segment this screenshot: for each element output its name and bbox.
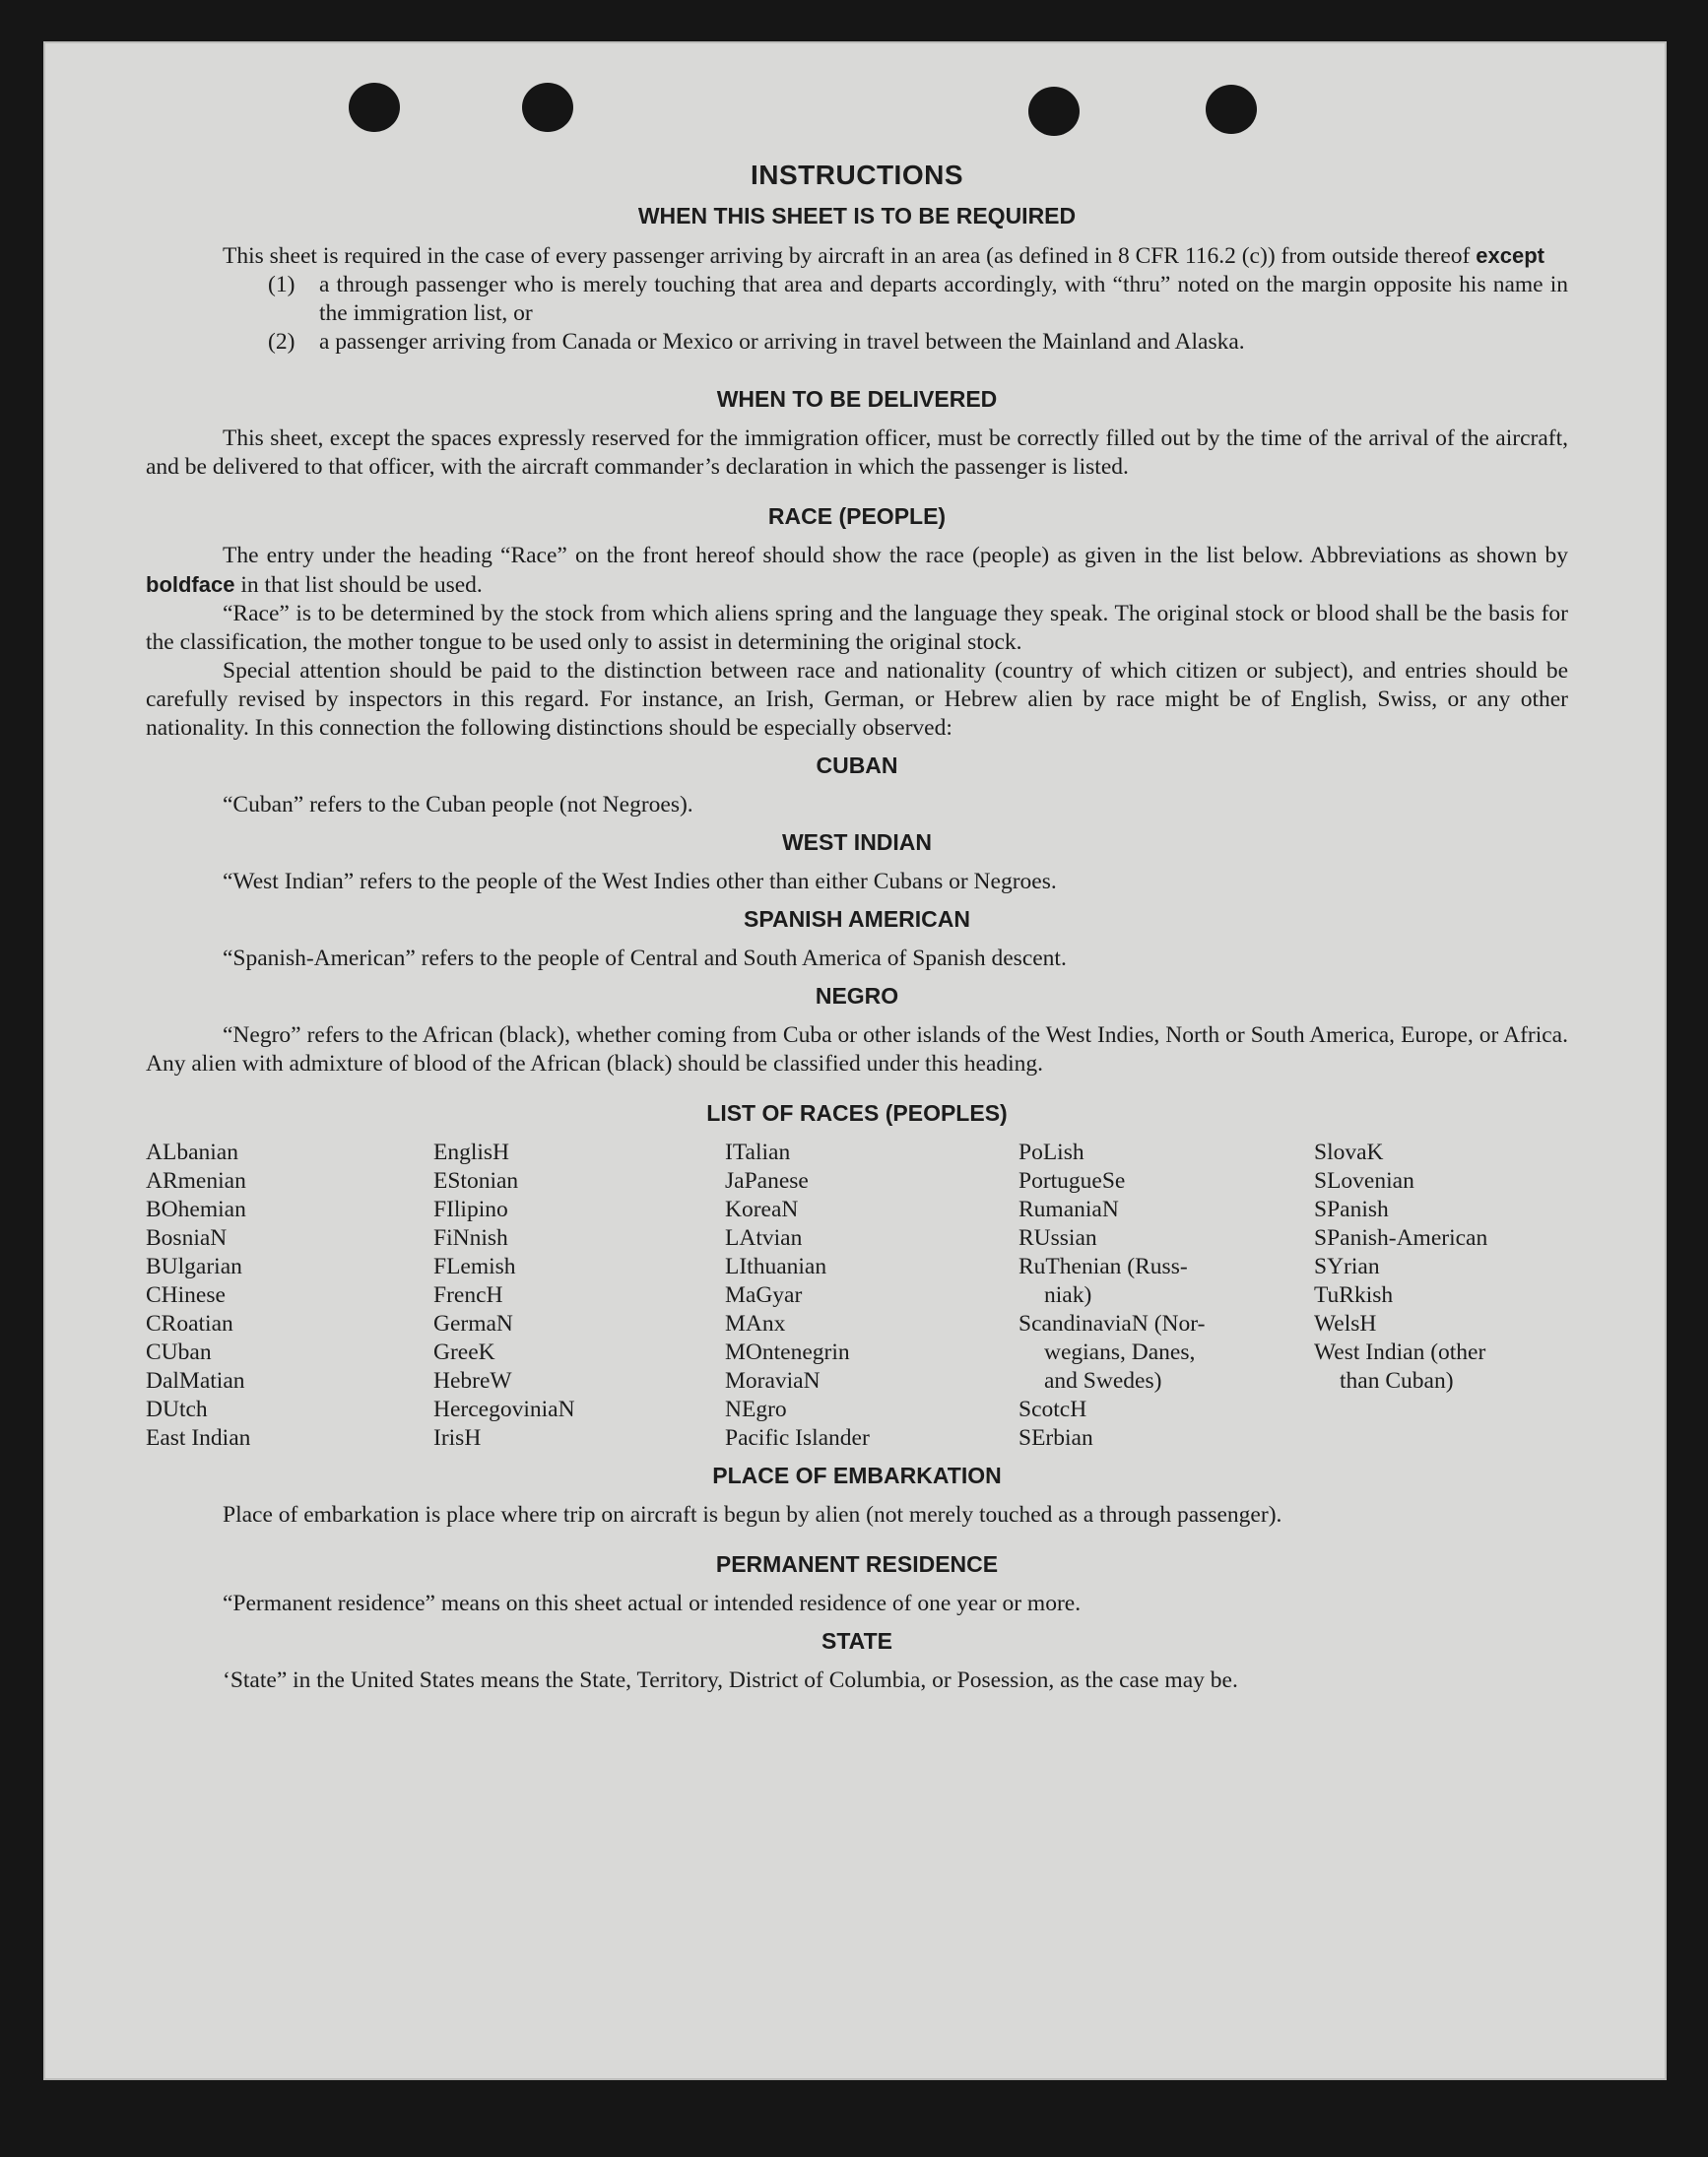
punch-hole [522,83,573,132]
race-item: HebreW [433,1368,512,1394]
race-item: RUssian [1018,1225,1097,1251]
instructions-content [146,160,1568,1695]
race-item: niak) [1044,1282,1092,1308]
race-item: wegians, Danes, [1044,1340,1196,1365]
race-item: West Indian (other [1314,1340,1486,1365]
exception-item: (2) a passenger arriving from Canada or Mexico or arriving in travel between the Mainland and Alaska. [268,329,1245,355]
race-item: ALbanian [146,1140,238,1165]
section-heading-race: RACE (PEOPLE) [767,503,947,529]
race-paragraph: Special attention should be paid to the distinction between race and nationality (country of which citizen or subject), and entries should be carefully revised by inspectors in this regard. For instance, an Irish, German, or Hebrew alien by race might be of English, Swiss, or any other nationality. In this connection the following distinctions should be especially observed: [146,658,1568,741]
punch-hole [349,83,400,132]
race-list [146,1139,1568,1453]
race-item: LAtvian [725,1225,803,1251]
cuban-text: “Cuban” refers to the Cuban people (not Negroes). [223,792,693,817]
section-heading-when-required: WHEN THIS SHEET IS TO BE REQUIRED [637,203,1077,229]
section-heading-cuban: CUBAN [816,752,898,778]
place-of-embarkation-text: Place of embarkation is place where trip on aircraft is begun by alien (not merely touched as a through passenger). [223,1502,1282,1528]
race-item: ITalian [725,1140,791,1165]
race-item: FrencH [433,1282,503,1308]
punch-hole [1206,85,1257,134]
race-list-column [146,1139,433,1453]
state-text: ‘State” in the United States means the State, Territory, District of Columbia, or Posession, as the case may be. [223,1667,1238,1693]
race-item: East Indian [146,1425,251,1451]
section-heading-west-indian: WEST INDIAN [781,829,933,855]
section-heading-permanent-residence: PERMANENT RESIDENCE [715,1551,999,1577]
race-item: MaGyar [725,1282,803,1308]
race-list-column [1314,1139,1568,1453]
race-item: SLovenian [1314,1168,1414,1194]
permanent-residence-text: “Permanent residence” means on this sheet actual or intended residence of one year or more. [223,1591,1082,1616]
section-heading-place-of-embarkation: PLACE OF EMBARKATION [712,1463,1002,1488]
document-page [43,41,1667,2080]
section-heading-when-delivered: WHEN TO BE DELIVERED [716,386,998,412]
race-item: EStonian [433,1168,519,1194]
race-item: ARmenian [146,1168,246,1194]
when-required-text: This sheet is required in the case of every passenger arriving by aircraft in an area (as defined in 8 CFR 116.2 (c)) from outside thereof except [223,243,1544,269]
race-list-column [1018,1139,1314,1453]
section-heading-list-of-races: LIST OF RACES (PEOPLES) [706,1100,1008,1126]
section-heading-negro: NEGRO [815,983,899,1009]
race-item: DalMatian [146,1368,245,1394]
exception-item: (1) a through passenger who is merely touching that area and departs accordingly, with “thru” noted on the margin opposite his name in the immigration list, or [268,272,1568,326]
race-item: SPanish [1314,1197,1389,1222]
race-item: PortugueSe [1018,1168,1126,1194]
race-item: CUban [146,1340,212,1365]
race-item: BOhemian [146,1197,246,1222]
race-item: NEgro [725,1397,787,1422]
spanish-american-text: “Spanish-American” refers to the people of Central and South America of Spanish descent. [223,946,1067,971]
race-item: IrisH [433,1425,482,1451]
negro-text: “Negro” refers to the African (black), whether coming from Cuba or other islands of the West Indies, North or South America, Europe, or Africa. Any alien with admixture of blood of the African (black) should be classified under this heading. [146,1022,1568,1077]
race-item: ScandinaviaN (Nor- [1018,1311,1206,1337]
race-item: PoLish [1018,1140,1084,1165]
section-heading-state: STATE [821,1628,892,1654]
race-item: MAnx [725,1311,786,1337]
race-item: LIthuanian [725,1254,827,1279]
race-item: BUlgarian [146,1254,242,1279]
race-list-column [433,1139,725,1453]
race-item: FIlipino [433,1197,508,1222]
race-item: CRoatian [146,1311,233,1337]
race-item: CHinese [146,1282,226,1308]
race-list-column [725,1139,1018,1453]
race-item: SPanish-American [1314,1225,1488,1251]
page-title: INSTRUCTIONS [751,160,963,190]
race-item: SYrian [1314,1254,1380,1279]
race-paragraph: “Race” is to be determined by the stock from which aliens spring and the language they speak. The original stock or blood shall be the basis for the classification, the mother tongue to be used only to assist in determining the original stock. [146,601,1568,655]
race-item: SErbian [1018,1425,1093,1451]
race-item: MoraviaN [725,1368,821,1394]
race-item: DUtch [146,1397,208,1422]
race-item: TuRkish [1314,1282,1394,1308]
race-item: SlovaK [1314,1140,1384,1165]
race-item: WelsH [1314,1311,1377,1337]
race-item: ScotcH [1018,1397,1087,1422]
race-item: EnglisH [433,1140,510,1165]
race-item: and Swedes) [1044,1368,1162,1394]
race-paragraph: The entry under the heading “Race” on the front hereof should show the race (people) as given in the list below. Abbreviations as shown by boldface in that list should be used. [146,543,1568,598]
race-item: HercegoviniaN [433,1397,575,1422]
race-item: Pacific Islander [725,1425,870,1451]
race-item: GermaN [433,1311,513,1337]
race-item: JaPanese [725,1168,809,1194]
race-item: RumaniaN [1018,1197,1119,1222]
race-item: FiNnish [433,1225,508,1251]
section-heading-spanish-american: SPANISH AMERICAN [743,906,970,932]
race-item: than Cuban) [1340,1368,1454,1394]
race-item: RuThenian (Russ- [1018,1254,1188,1279]
race-item: GreeK [433,1340,495,1365]
race-item: BosniaN [146,1225,228,1251]
punch-hole [1028,87,1080,136]
west-indian-text: “West Indian” refers to the people of the West Indies other than either Cubans or Negroes. [223,869,1057,894]
race-item: FLemish [433,1254,516,1279]
race-item: KoreaN [725,1197,799,1222]
when-delivered-text: This sheet, except the spaces expressly reserved for the immigration officer, must be correctly filled out by the time of the arrival of the aircraft, and be delivered to that officer, with the aircraft commander’s declaration in which the passenger is listed. [146,425,1568,480]
race-item: MOntenegrin [725,1340,850,1365]
